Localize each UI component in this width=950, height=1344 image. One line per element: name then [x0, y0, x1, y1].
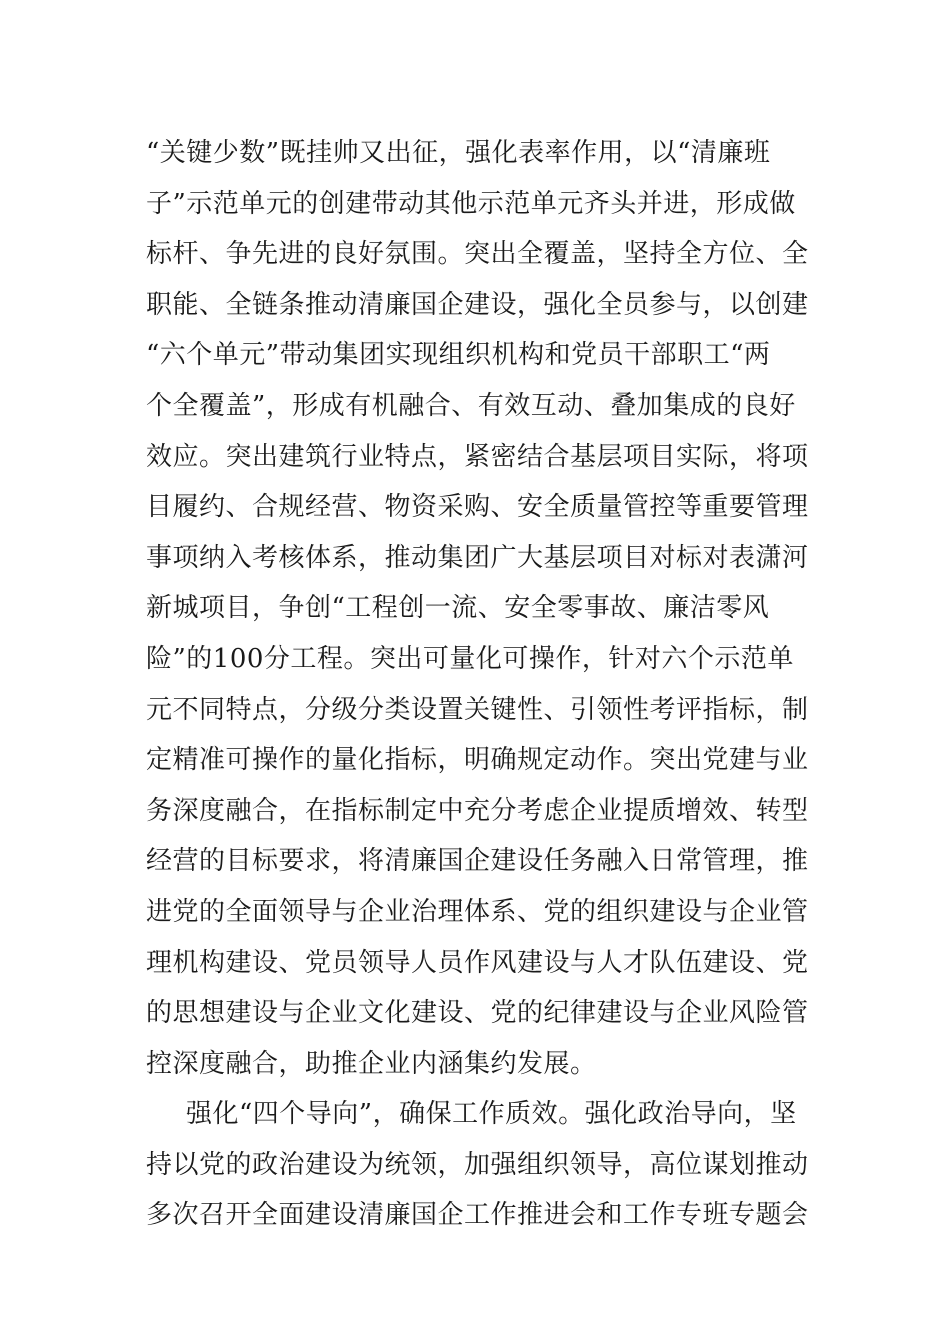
text-line: 的思想建设与企业文化建设、党的纪律建设与企业风险管 — [146, 998, 809, 1029]
text-line: 事项纳入考核体系，推动集团广大基层项目对标对表潇河 — [146, 542, 809, 573]
text-line: 元不同特点，分级分类设置关键性、引领性考评指标，制 — [146, 694, 809, 725]
text-line: 持以党的政治建设为统领，加强组织领导，高位谋划推动 — [146, 1149, 809, 1180]
text-line: 理机构建设、党员领导人员作风建设与人才队伍建设、党 — [146, 947, 809, 978]
text-line: 进党的全面领导与企业治理体系、党的组织建设与企业管 — [146, 896, 809, 927]
text-line: 多次召开全面建设清廉国企工作推进会和工作专班专题会 — [146, 1200, 809, 1231]
text-line: 控深度融合，助推企业内涵集约发展。 — [146, 1048, 597, 1079]
paragraph — [146, 1089, 816, 1241]
text-line: 经营的目标要求，将清廉国企建设任务融入日常管理，推 — [146, 846, 809, 877]
text-line: 子”示范单元的创建带动其他示范单元齐头并进，形成做 — [146, 188, 796, 219]
text-line: 目履约、合规经营、物资采购、安全质量管控等重要管理 — [146, 492, 809, 523]
text-line: 新城项目，争创“工程创一流、安全零事故、廉洁零风 — [146, 593, 770, 624]
text-line: 务深度融合，在指标制定中充分考虑企业提质增效、转型 — [146, 795, 809, 826]
text-line: 强化“四个导向”，确保工作质效。强化政治导向，坚 — [186, 1099, 797, 1130]
paragraph — [146, 128, 816, 1089]
text-line: 标杆、争先进的良好氛围。突出全覆盖，坚持全方位、全 — [146, 239, 809, 270]
text-line: 职能、全链条推动清廉国企建设，强化全员参与，以创建 — [146, 289, 809, 320]
text-line: 个全覆盖”，形成有机融合、有效互动、叠加集成的良好 — [146, 390, 796, 421]
body-text — [146, 128, 816, 1241]
text-line: 定精准可操作的量化指标，明确规定动作。突出党建与业 — [146, 745, 809, 776]
text-line: 效应。突出建筑行业特点，紧密结合基层项目实际，将项 — [146, 441, 809, 472]
text-line: “六个单元”带动集团实现组织机构和党员干部职工“两 — [146, 340, 771, 371]
text-line: 险”的100分工程。突出可量化可操作，针对六个示范单 — [146, 643, 794, 674]
text-line: “关键少数”既挂帅又出征，强化表率作用，以“清廉班 — [146, 138, 771, 168]
